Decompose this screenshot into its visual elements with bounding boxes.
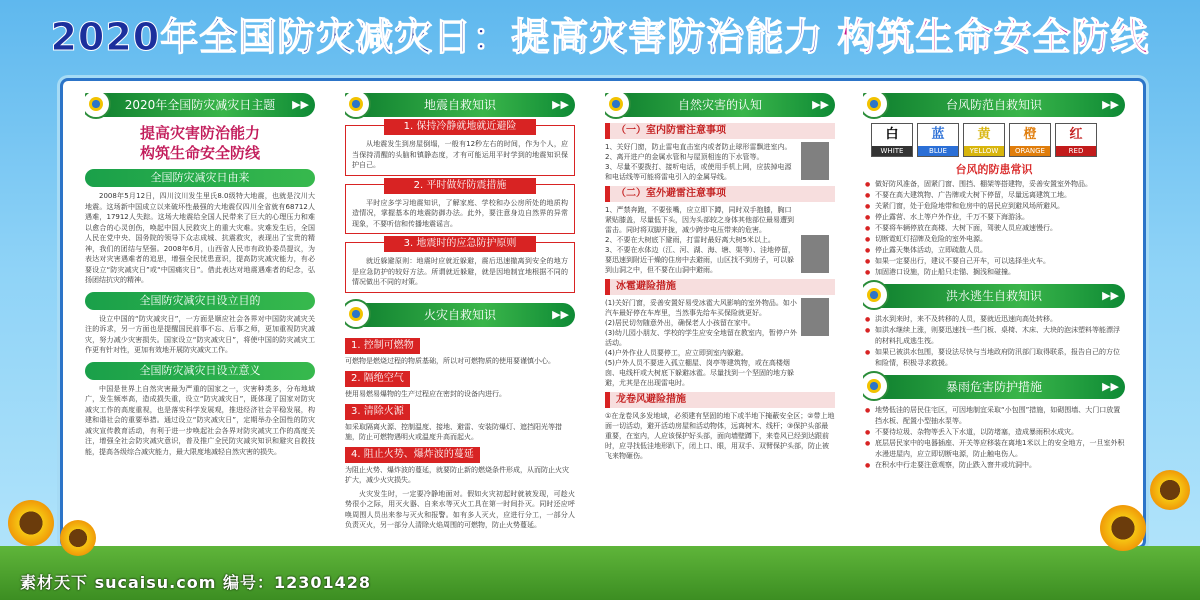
- watermark: 素材天下 sucaisu.com 编号：12301428: [20, 573, 372, 592]
- alert-yellow: 黄 YELLOW: [963, 123, 1005, 157]
- rainstorm-tips-list: ● 地势低洼的居民住宅区，可因地制宜采取“小包围”措施，如砌围墙、大门口放置挡水板、配置小型抽水泵等。 ● 不要待垃圾、杂物等丢入下水道，以防堵塞，造成暴雨积水成灾。 ● 底层居民家中的电器插座、开关等应移装在离地1米以上的安全地方，一旦室外积水漫进屋内，应立即切断电源，防止触电伤人。 ● 在积水中行走要注意观察，防止跌入窨井或坑洞中。: [863, 405, 1125, 471]
- tornado-text: ①在龙卷风多发地域，必须建有坚固的地下或半地下掩蔽安全区；②带上地面一切活动，避开活动房屋和活动物体，远离树木、线杆；③保护头部最重要，在室内，人应该保护好头部，面向墙壁蹲下，来卷风已经到达跟前时，应寻找低洼地形趴下，闭上口、眼，用双手、双臂保护头部，防止被飞来物砸伤。: [605, 412, 835, 460]
- fire-tip-3: 3. 清除火源: [345, 404, 410, 420]
- chevron-right-icon: ▶▶: [1102, 289, 1119, 302]
- alert-blue: 蓝 BLUE: [917, 123, 959, 157]
- sunflower-icon: [60, 520, 96, 556]
- meaning-text: 中国是世界上自然灾害最为严重的国家之一，灾害种类多，分布地域广，发生频率高，造成损失重，设立“防灾减灾日”，既体现了国家对防灾减灾工作的高度重视，也是落实科学发展观，推进经济社会平稳发展，构建和谐社会的重要举措。通过设立“防灾减灾日”，定期举办全国性的防灾减灾宣传教育活动，有利于进一步唤起社会各界对防灾减灾工作的高度关注，增强全社会防灾减灾意识，普及推广全民防灾减灾知识和避灾自救技能，提高各级综合减灾能力，最大限度地减轻自然灾害的损失。: [85, 384, 315, 456]
- page-title: [0, 6, 1200, 76]
- emblem-icon: [863, 93, 889, 119]
- chevron-right-icon: ▶▶: [1102, 98, 1119, 111]
- theme-slogan: 提高灾害防治能力 构筑生命安全防线: [139, 124, 260, 162]
- emblem-icon: [863, 371, 889, 401]
- indoor-lightning-list: 1、关好门窗，防止雷电直击室内或者防止球形雷飘进室内。 2、离开进户的金属水管和与屋顶相连的下水管等。 3、尽量不要拨打、接听电话，或使用手机上网，应拔掉电源和电话线等可能将雷电引入的金属导线。: [605, 142, 835, 182]
- alert-white: 白 WHITE: [871, 123, 913, 157]
- rainstorm-header: 暴雨危害防护措施 ▶▶: [863, 375, 1125, 399]
- column-theme: [85, 93, 315, 533]
- emblem-icon: [345, 93, 371, 119]
- fire-tip-4: 4. 阻止火势、爆炸波的蔓延: [345, 447, 480, 463]
- quake-box-3: 3. 地震时的应急防护原则 就近躲避原则：地震时应就近躲避，震后迅速撤离到安全的地方是应急防护的较好方法。所谓就近躲避，就是因地制宜地根据不同的情况做出不同的对策。: [345, 242, 575, 293]
- earthquake-header: 地震自救知识 ▶▶: [345, 93, 575, 117]
- typhoon-alert-levels: [871, 123, 1125, 157]
- fire-tip-2: 2. 隔绝空气: [345, 371, 410, 387]
- column-earthquake-fire: 地震自救知识 ▶▶ 1. 保持冷静就地就近避险 从地震发生到房屋倒塌，一般有12秒左右的时间，作为个人，应当保持清醒的头脑和镇静态度，才有可能运用平时学到的地震知识保护自己。 2. 平时做好防震措施 平时应多学习地震知识，了解家庭、学校和办公房所处的地质构造情况，掌握基本的地震防御办法。此外，要注意身边自然界的异常现象，不要听信和传播地震谣言。 3. 地震时的应急防护原则 就近躲避原则：地震时应就近躲避，震后迅速撤离到安全的地方是应急防护的较好方法。所谓就近躲避，就是因地制宜地根据不同的情况做出不同的对策。 火灾自救知识 ▶▶ 1. 控制可燃物 可燃物是燃烧过程的物质基础，所以对可燃物质的使用要谨慎小心。 2. 隔绝空气 使用易燃易爆物的生产过程应在密封的设备内进行。 3. 清除火源 如采取隔离火源、控制温度、接地、避雷、安装防爆灯、遮挡阳光等措施，防止可燃物遇明火或温度升高而起火。 4. 阻止火势、爆炸波的蔓延 为阻止火势、爆炸波的蔓延，就要防止新的燃烧条件形成，从而防止火灾扩大，减少火灾损失。 火灾发生时，一定要冷静地面对。假如火灾初起时就被发现，可趁火势很小之际，用灭火器、自来水等灭火工具在第一时间扑灭。同时还应呼唤周围人员出来参与灭火和报警。如有多人灭火，应进行分工，一部分人负责灭火，另一部分人清除火焰周围的可燃物，防止火势蔓延。: [345, 93, 575, 533]
- natural-header: 自然灾害的认知 ▶▶: [605, 93, 835, 117]
- origin-subheader: 全国防灾减灾日由来: [85, 169, 315, 187]
- image-placeholder: [801, 298, 829, 336]
- outdoor-lightning-list: 1、严禁奔跑，不要张嘴，应立即下蹲，同时双手抱膝，胸口紧贴膝盖，尽量低下头，因为头部较之身体其他部位最易遭到雷击。同时将双脚并拢，减少跨步电压带来的危害。 2、不要在大树底下避雨，打雷时最好离大树5米以上。 3、不要在水体边（江、河、湖、海、塘、渠等）、洼地停留，要迅速到附近干燥的住房中去避雨，山区找不到房子，可以躲到山洞之中，但不要在山洞中避雨。: [605, 205, 835, 275]
- emblem-icon: [345, 299, 371, 329]
- theme-header: 2020年全国防灾减灾日主题 ▶▶: [85, 93, 315, 117]
- sunflower-icon: [1100, 505, 1146, 551]
- title-part3: 构筑生命安全防线: [837, 15, 1150, 59]
- title-part1: 2020年全国防灾减灾日：: [50, 15, 512, 59]
- fire-header: 火灾自救知识 ▶▶: [345, 303, 575, 327]
- tornado-title: 龙卷风避险措施: [605, 392, 835, 408]
- image-placeholder: [801, 142, 829, 180]
- typhoon-tips-title: 台风的防患常识: [955, 163, 1033, 176]
- fire-tip-1: 1. 控制可燃物: [345, 338, 420, 354]
- origin-text: 2008年5月12日，四川汶川发生里氏8.0级特大地震，也就是汶川大地震。这场新中国成立以来破坏性最强的大地震仅四川全省就有68712人遇难，17912人失踪。这场大地震给全国人民带来了巨大的心理压力和难以愈合的心灵创伤，唤起中国人民救灾上的重大灾难。灾难发生后，全国人民在党中央、国务院的领导下众志成城、抗震救灾，表现出了宝贵的精神，我们的团结与坚强。2008年6月，山西省人民市有政协委员提议，为表达对灾害遇难者的追思，增强全民忧患意识，提高防灾减灾能力，有必要设立“防灾减灾日”或“中国痛灾日”。借此表达对地震遇难者的纪念，弘扬团结抗灾的精神。: [85, 192, 315, 284]
- indoor-lightning-title: （一）室内防雷注意事项: [605, 123, 835, 139]
- chevron-right-icon: ▶▶: [812, 98, 829, 111]
- hail-title: 冰雹避险措施: [605, 279, 835, 295]
- meaning-subheader: 全国防灾减灾日设立意义: [85, 362, 315, 380]
- purpose-subheader: 全国防灾减灾日设立目的: [85, 292, 315, 310]
- flood-tips-list: ● 洪水到来时，来不及转移的人员，要就近迅速向高处转移。 ● 如洪水继续上涨，则要迅速找一些门板、桌椅、木床、大块的泡沫塑料等能漂浮的材料扎成逃生筏。 ● 如果已被洪水包围，要设法尽快与当地政府防汛部门取得联系，报告自己的方位和险情，积极寻求救援。: [863, 314, 1125, 369]
- chevron-right-icon: ▶▶: [552, 307, 569, 321]
- poster-board: [60, 78, 1146, 549]
- alert-red: 红 RED: [1055, 123, 1097, 157]
- chevron-right-icon: ▶▶: [1102, 380, 1119, 393]
- flood-header: 洪水逃生自救知识 ▶▶: [863, 284, 1125, 308]
- sunflower-icon: [8, 500, 54, 546]
- chevron-right-icon: ▶▶: [552, 98, 569, 111]
- column-typhoon-flood-rain: [863, 93, 1125, 533]
- alert-orange: 橙 ORANGE: [1009, 123, 1051, 157]
- image-placeholder: [801, 235, 829, 273]
- hail-list: (1)关好门窗，妥善安置好易受冰雹大风影响的室外物品。如小汽车最好停在车库里，当然事先给车买保险就更好。 (2)居民切勿随意外出，确保老人小孩留在家中。 (3)幼儿园小朋友、学校的学生应安全地留在教室内，暂停户外活动。 (4)户外作业人员要停工，应立即到室内躲避。 (5)户外人员不要进入孤立棚屋、岗亭等建筑物，或在高楼烟囱、电线杆或大树底下躲避冰雹。尽量找到一个坚固的地方躲避，尤其是在出现雷电时。: [605, 298, 835, 388]
- chevron-right-icon: ▶▶: [292, 98, 309, 111]
- emblem-icon: [863, 280, 889, 310]
- sunflower-icon: [1150, 470, 1190, 510]
- typhoon-header: 台风防范自救知识 ▶▶: [863, 93, 1125, 117]
- outdoor-lightning-title: （二）室外避雷注意事项: [605, 186, 835, 202]
- fire-paragraph: 火灾发生时，一定要冷静地面对。假如火灾初起时就被发现，可趁火势很小之际，用灭火器、自来水等灭火工具在第一时间扑灭。同时还应呼唤周围人员出来参与灭火和报警。如有多人灭火，应进行分工，一部分人负责灭火，另一部分人清除火焰周围的可燃物，防止火势蔓延。: [345, 489, 575, 529]
- emblem-icon: [605, 93, 631, 119]
- purpose-text: 设立中国的“防灾减灾日”，一方面是顺应社会各界对中国防灾减灾关注的诉求，另一方面也是提醒国民前事不忘、后事之师，更加重视防灾减灾，努力减少灾害损失。国家设立“防灾减灾日”，将使中国的防灾减灾工作更有针对性，更加有效地开展防灾减灾工作。: [85, 314, 315, 354]
- title-part2: 提高灾害防治能力: [511, 15, 824, 59]
- quake-box-1: 1. 保持冷静就地就近避险 从地震发生到房屋倒塌，一般有12秒左右的时间，作为个人，应当保持清醒的头脑和镇静态度，才有可能运用平时学到的地震知识保护自己。: [345, 125, 575, 176]
- typhoon-tips-list: ● 做好防风准备，固紧门窗、围挡、棚架等搭建物，妥善安置室外物品。 ● 不要在高大建筑物、广告牌或大树下停留，尽量远离建筑工地。 ● 关紧门窗，处于危险地带和危房中的居民应到避风场所避风。 ● 停止露营、水上等户外作业，千万不要下海游泳。 ● 不要将车辆停放在高楼、大树下面，驾驶人员应减速慢行。 ● 切断霓虹灯招牌及危险的室外电源。 ● 停止露天集体活动，立即疏散人员。 ● 如果一定要出行，建议不要自己开车，可以选择坐火车。 ● 加固港口设施，防止船只走锚、搁浅和碰撞。: [863, 179, 1125, 278]
- quake-box-2: 2. 平时做好防震措施 平时应多学习地震知识，了解家庭、学校和办公房所处的地质构造情况，掌握基本的地震防御办法。此外，要注意身边自然界的异常现象，不要听信和传播地震谣言。: [345, 184, 575, 235]
- column-natural-disaster: [605, 93, 835, 533]
- emblem-icon: [85, 93, 111, 119]
